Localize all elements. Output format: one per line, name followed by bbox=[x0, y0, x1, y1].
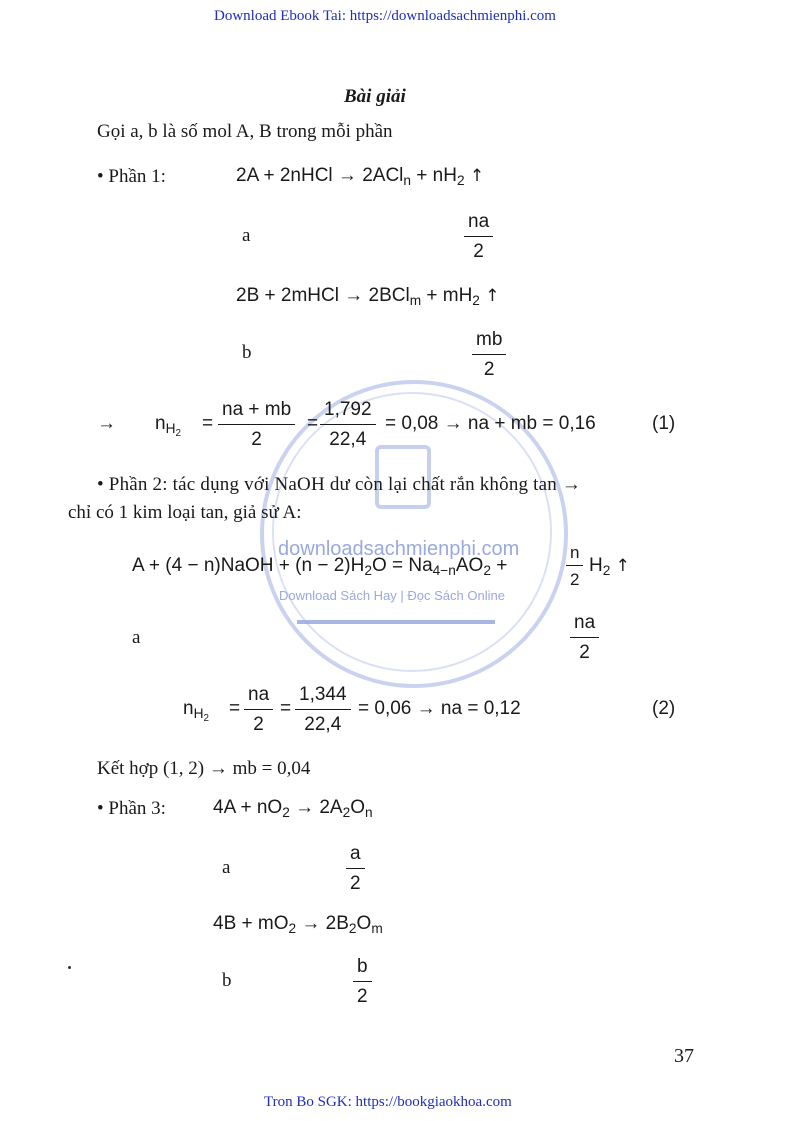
part2-equation-fraction: $\frac{n}{2}$ bbox=[566, 543, 583, 591]
arrow-up-icon: ↑ bbox=[469, 166, 485, 186]
part1-result-tail: = 0,08 → na + mb = 0,16 bbox=[385, 413, 596, 434]
part3-fraction-b: $\frac{b}{2}$ bbox=[353, 956, 372, 1009]
part1-result-tag: (1) bbox=[652, 413, 676, 434]
part3-label: • Phần 3: bbox=[97, 798, 166, 819]
part1-nh2: $n_{H_2}$ bbox=[155, 413, 181, 440]
part2-eq-sign-2: = bbox=[280, 698, 292, 719]
part2-equation: A + (4 − n)NaOH + $(n - 2)H_2O = Na_{4-n}AO_2$ + bbox=[132, 555, 508, 579]
watermark-bar bbox=[297, 620, 495, 624]
part2-result-fraction-1: $\frac{na}{2}$ bbox=[244, 684, 273, 737]
header-link[interactable]: Download Ebook Tai: https://downloadsachmienphi.com bbox=[214, 8, 556, 24]
part3-equation-b: $4B + mO_2 \to 2B_2O_m$ bbox=[213, 913, 383, 937]
part3-equation-a: $4A + nO_2 \to 2A_2O_n$ bbox=[213, 797, 373, 821]
part2-result-tag: (2) bbox=[652, 698, 676, 719]
part2-result-tail: = 0,06 → na = 0,12 bbox=[358, 698, 521, 719]
watermark-site: downloadsachmienphi.com bbox=[278, 538, 520, 560]
part2-fraction: $\frac{na}{2}$ bbox=[570, 612, 599, 665]
part1-eq-sign-2: = bbox=[307, 413, 319, 434]
arrow-up-icon: ↑ bbox=[485, 286, 500, 306]
arrow-up-icon: ↑ bbox=[615, 556, 630, 576]
part1-equation-a: 2A + 2nHCl → $2ACl_n + nH_2$ ↑ bbox=[236, 165, 485, 189]
part1-equation-b: 2B + 2mHCl → $2BCl_m + mH_2$ ↑ bbox=[236, 285, 500, 309]
part1-result-fraction-1: $\frac{na + mb}{2}$ bbox=[218, 399, 295, 452]
part1-mol-a: a bbox=[242, 225, 251, 246]
part3-fraction-a: $\frac{a}{2}$ bbox=[346, 843, 365, 896]
part2-line1: • Phần 2: tác dụng với NaOH dư còn lại chất rắn không tan → bbox=[97, 474, 582, 495]
part1-result-fraction-2: $\frac{1,792}{22,4}$ bbox=[320, 399, 376, 452]
part2-result-fraction-2: $\frac{1,344}{22,4}$ bbox=[295, 684, 351, 737]
part2-eq-sign-1: = bbox=[229, 698, 241, 719]
part1-fraction-b: $\frac{mb}{2}$ bbox=[472, 329, 506, 382]
footer-link[interactable]: Tron Bo SGK: https://bookgiaokhoa.com bbox=[264, 1094, 512, 1110]
part1-eq-sign-1: = bbox=[202, 413, 214, 434]
part2-mol-a: a bbox=[132, 627, 141, 648]
part2-line2: chỉ có 1 kim loại tan, giả sử A: bbox=[68, 502, 302, 523]
part1-fraction-a: $\frac{na}{2}$ bbox=[464, 211, 493, 264]
page-number: 37 bbox=[674, 1045, 694, 1067]
part2-equation-h2: $H_2$ ↑ bbox=[589, 555, 630, 579]
watermark-tagline: Download Sách Hay | Đọc Sách Online bbox=[279, 588, 505, 603]
intro-text: Gọi a, b là số mol A, B trong mỗi phần bbox=[97, 121, 393, 142]
combine-line: Kết hợp (1, 2) → mb = 0,04 bbox=[97, 758, 311, 779]
part3-mol-b: b bbox=[222, 970, 232, 991]
page-title: Bài giải bbox=[344, 86, 406, 107]
stray-dot bbox=[68, 966, 71, 969]
part2-nh2: $n_{H_2}$ bbox=[183, 698, 209, 725]
part1-mol-b: b bbox=[242, 342, 252, 363]
part3-mol-a: a bbox=[222, 857, 231, 878]
result-arrow: → bbox=[97, 413, 116, 434]
part1-label: • Phần 1: bbox=[97, 166, 166, 187]
